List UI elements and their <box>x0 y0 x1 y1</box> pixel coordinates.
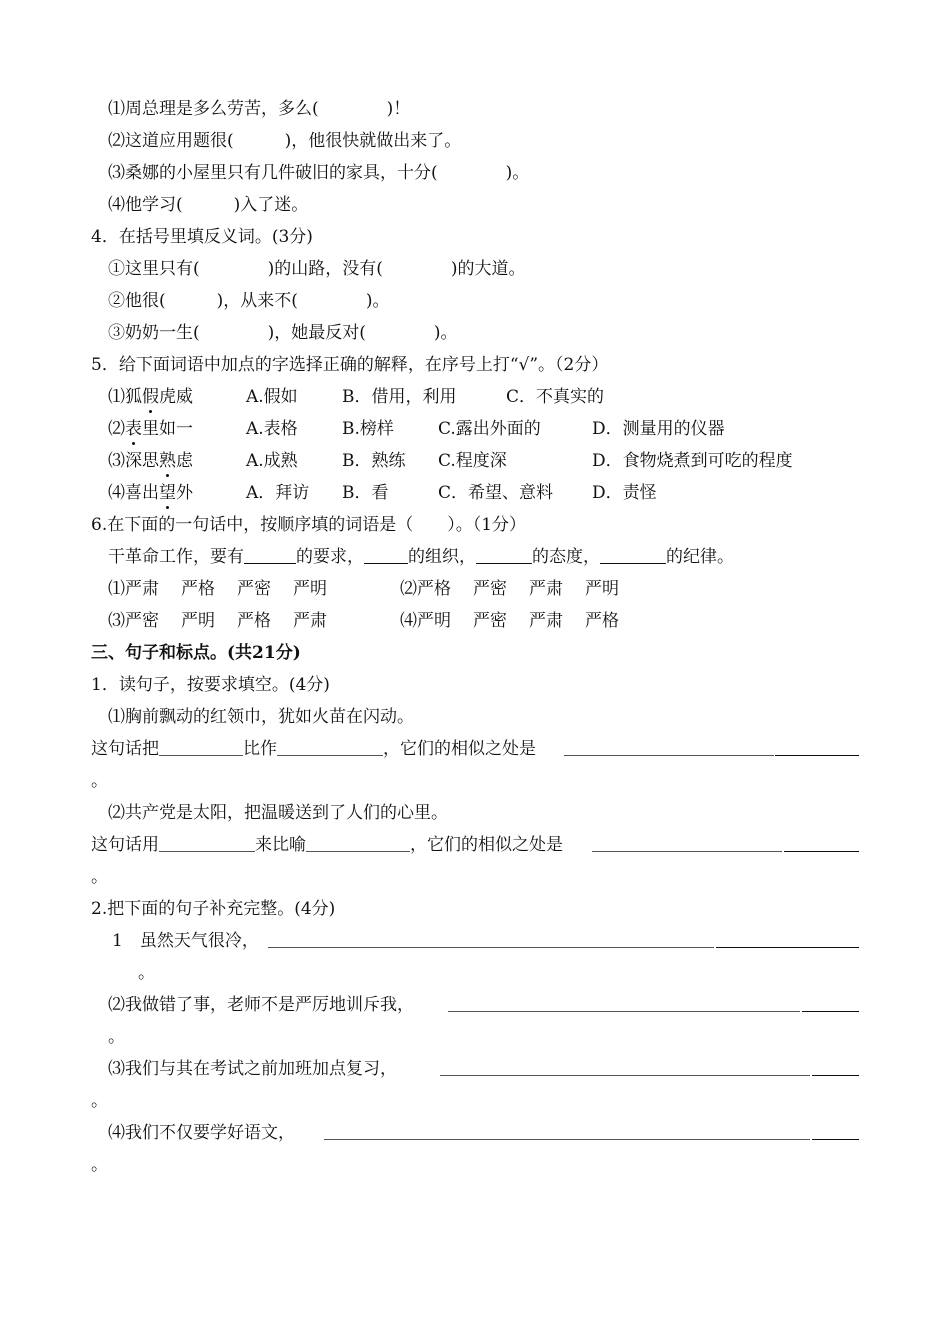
q5-row-2-opt-b[interactable]: B.榜样 <box>342 419 394 439</box>
s3-q2-title: 2.把下面的句子补充完整。(4分) <box>91 899 336 919</box>
q6-part-4: 的态度， <box>532 547 600 567</box>
q5-row-3-word: ⑶深思熟虑 <box>108 451 193 471</box>
q6-part-1: 干革命工作，要有 <box>108 547 244 567</box>
q6-title: 6.在下面的一句话中，按顺序填的词语是（ ）。（1分） <box>91 515 527 535</box>
s3-q1-fill-1-end: 。 <box>91 771 108 791</box>
s3-q2-item-1-line-b[interactable] <box>716 947 859 948</box>
s3-q1-fill-1-part-2: 比作 <box>243 739 277 759</box>
q4-item-1: ①这里只有( )的山路，没有( )的大道。 <box>108 259 526 279</box>
q5-row-2-opt-c[interactable]: C.露出外面的 <box>438 419 541 439</box>
q3-item-4: ⑷他学习( )入了迷。 <box>108 195 309 215</box>
q6-blank-2[interactable] <box>364 547 408 564</box>
q4-title: 4．在括号里填反义词。(3分) <box>91 227 313 247</box>
s3-q2-item-3-line-b[interactable] <box>812 1075 859 1076</box>
s3-q1-fill-1-blank-1[interactable] <box>159 739 243 756</box>
s3-q1-fill-1 <box>91 738 536 760</box>
s3-q1-fill-2-part-3: ，它们的相似之处是 <box>410 835 563 855</box>
q5-row-4-opt-c[interactable]: C．希望、意料 <box>438 483 554 503</box>
q6-blank-4[interactable] <box>600 547 666 564</box>
q5-row-3-opt-b[interactable]: B．熟练 <box>342 451 406 471</box>
s3-q1-fill-2-line-b[interactable] <box>784 851 859 852</box>
s3-q2-item-3: ⑶我们与其在考试之前加班加点复习， <box>108 1059 397 1079</box>
section3-title: 三、句子和标点。(共21分) <box>91 643 301 663</box>
s3-q2-item-4-end: 。 <box>91 1155 108 1175</box>
s3-q1-fill-2-end: 。 <box>91 867 108 887</box>
s3-q1-fill-1-part-1: 这句话把 <box>91 739 159 759</box>
q6-option-2[interactable]: ⑵严格 严密 严肃 严明 <box>400 579 619 599</box>
s3-q2-item-3-end: 。 <box>91 1091 108 1111</box>
q5-row-4-opt-b[interactable]: B．看 <box>342 483 389 503</box>
q6-option-1[interactable]: ⑴严肃 严格 严密 严明 <box>108 579 327 599</box>
q3-item-3: ⑶桑娜的小屋里只有几件破旧的家具，十分( )。 <box>108 163 530 183</box>
s3-q2-item-2-end: 。 <box>108 1027 125 1047</box>
q4-item-2: ②他很( )，从来不( )。 <box>108 291 390 311</box>
q3-item-1: ⑴周总理是多么劳苦，多么( )！ <box>108 99 411 119</box>
q5-row-4-opt-a[interactable]: A．拜访 <box>246 483 310 503</box>
s3-q2-item-2-line-a[interactable] <box>448 1011 800 1012</box>
s3-q1-fill-2-part-1: 这句话用 <box>91 835 159 855</box>
s3-q1-fill-2-blank-1[interactable] <box>159 835 255 852</box>
s3-q2-item-4: ⑷我们不仅要学好语文， <box>108 1123 295 1143</box>
s3-q2-item-1: 1 虽然天气很冷， <box>112 931 259 951</box>
s3-q2-item-3-line-a[interactable] <box>440 1075 810 1076</box>
q5-row-1-word: ⑴狐假虎威 <box>108 387 193 407</box>
q5-row-2-opt-a[interactable]: A.表格 <box>246 419 298 439</box>
s3-q1-fill-2-blank-2[interactable] <box>306 835 410 852</box>
q5-row-2-opt-d[interactable]: D．测量用的仪器 <box>592 419 725 439</box>
q6-part-3: 的组织， <box>408 547 476 567</box>
s3-q1-fill-1-line-b[interactable] <box>775 755 859 756</box>
s3-q1-sentence-2: ⑵共产党是太阳，把温暖送到了人们的心里。 <box>108 803 448 823</box>
q6-sentence <box>108 546 734 568</box>
s3-q2-item-2-line-b[interactable] <box>802 1011 859 1012</box>
s3-q1-fill-2 <box>91 834 563 856</box>
q5-row-3-opt-c[interactable]: C.程度深 <box>438 451 507 471</box>
q5-row-2-word: ⑵表里如一 <box>108 419 193 439</box>
s3-q2-item-4-line-a[interactable] <box>324 1139 810 1140</box>
q5-row-1-opt-b[interactable]: B．借用，利用 <box>342 387 457 407</box>
q5-row-3-opt-a[interactable]: A.成熟 <box>246 451 298 471</box>
q5-row-1-opt-c[interactable]: C．不真实的 <box>506 387 605 407</box>
s3-q1-title: 1．读句子，按要求填空。(4分) <box>91 675 330 695</box>
q5-row-4-opt-d[interactable]: D．责怪 <box>592 483 657 503</box>
s3-q2-item-1-end: 。 <box>138 963 155 983</box>
q6-option-4[interactable]: ⑷严明 严密 严肃 严格 <box>400 611 619 631</box>
q5-title: 5．给下面词语中加点的字选择正确的解释，在序号上打“√”。（2分） <box>91 355 609 375</box>
s3-q2-item-2: ⑵我做错了事，老师不是严厉地训斥我， <box>108 995 414 1015</box>
q5-row-3-opt-d[interactable]: D．食物烧煮到可吃的程度 <box>592 451 793 471</box>
s3-q2-item-1-line-a[interactable] <box>268 947 714 948</box>
s3-q2-item-4-line-b[interactable] <box>812 1139 859 1140</box>
s3-q1-fill-1-part-3: ，它们的相似之处是 <box>383 739 536 759</box>
s3-q1-fill-2-part-2: 来比喻 <box>255 835 306 855</box>
q6-part-5: 的纪律。 <box>666 547 734 567</box>
q6-part-2: 的要求， <box>296 547 364 567</box>
q6-blank-1[interactable] <box>244 547 296 564</box>
s3-q1-fill-1-blank-2[interactable] <box>277 739 383 756</box>
q3-item-2: ⑵这道应用题很( )，他很快就做出来了。 <box>108 131 462 151</box>
q6-option-3[interactable]: ⑶严密 严明 严格 严肃 <box>108 611 327 631</box>
q5-row-4-word: ⑷喜出望外 <box>108 483 193 503</box>
q4-item-3: ③奶奶一生( )，她最反对( )。 <box>108 323 458 343</box>
q6-blank-3[interactable] <box>476 547 532 564</box>
s3-q1-sentence-1: ⑴胸前飘动的红领巾，犹如火苗在闪动。 <box>108 707 414 727</box>
q5-row-1-opt-a[interactable]: A.假如 <box>246 387 298 407</box>
s3-q1-fill-2-line-a[interactable] <box>592 851 782 852</box>
s3-q1-fill-1-line-a[interactable] <box>564 755 774 756</box>
